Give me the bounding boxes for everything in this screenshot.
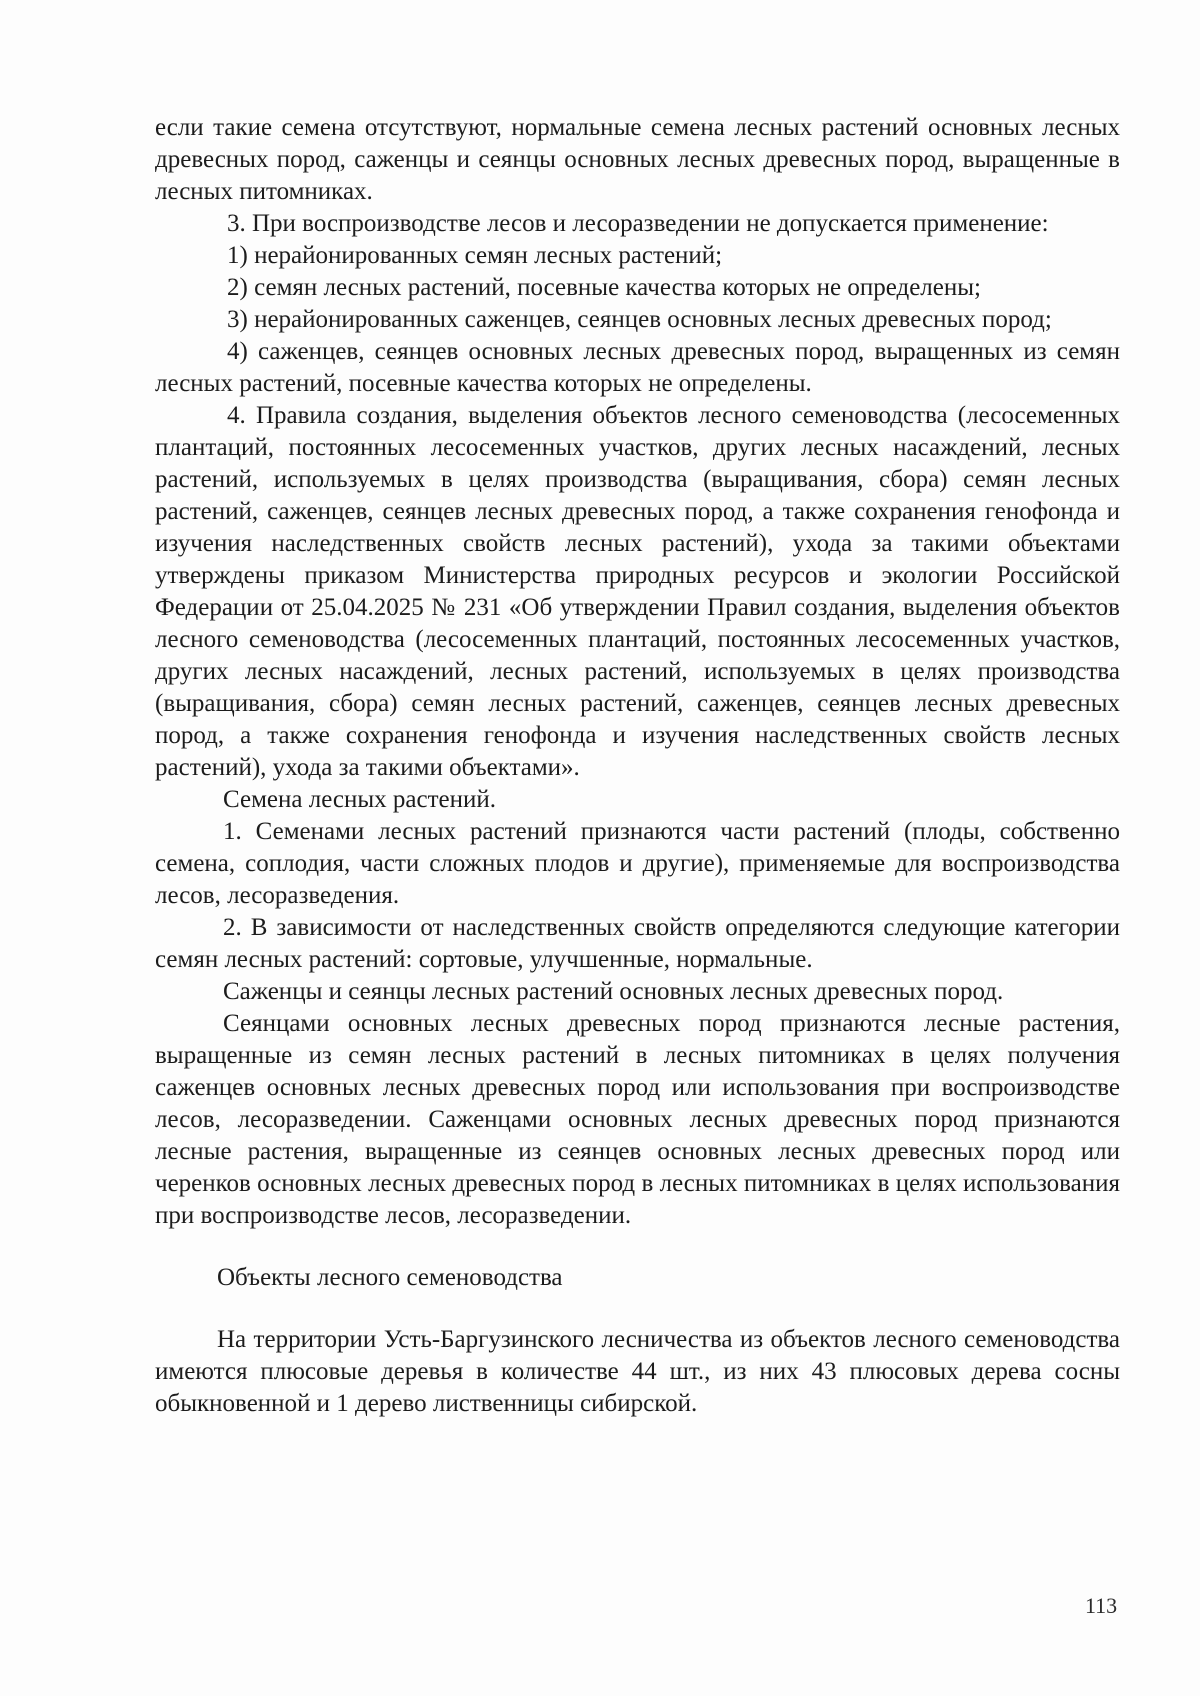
list-item-3: 3) нерайонированных саженцев, сеянцев основных лесных древесных пород; bbox=[227, 306, 1052, 333]
list-item-2: 2) семян лесных растений, посевные качества которых не определены; bbox=[227, 274, 981, 301]
paragraph-seeds-1: 1. Семенами лесных растений признаются части растений (плоды, собственно семена, соплодия, части сложных плодов и другие), применяемые для воспроизводства лесов, лесоразведения. bbox=[155, 818, 1120, 909]
closing-paragraph: На территории Усть-Баргузинского лесничества из объектов лесного семеноводства имеются плюсовые деревья в количестве 44 шт., из них 43 плюсовых дерева сосны обыкновенной и 1 дерево лиственницы сибирской. bbox=[155, 1326, 1120, 1417]
subheading-seedlings: Саженцы и сеянцы лесных растений основных лесных древесных пород. bbox=[223, 978, 1004, 1005]
paragraph-item-3: 3. При воспроизводстве лесов и лесоразведении не допускается применение: bbox=[227, 210, 1049, 237]
spacer bbox=[155, 1294, 1120, 1324]
paragraph-seeds-2: 2. В зависимости от наследственных свойств определяются следующие категории семян лесных растений: сортовые, улучшенные, нормальные. bbox=[155, 914, 1120, 973]
paragraph-seedlings: Сеянцами основных лесных древесных пород признаются лесные растения, выращенные из семян лесных растений в лесных питомниках в целях получения саженцев основных лесных древесных пород или использования при воспроизводстве лесов, лесоразведении. Саженцами основных лесных древесных пород признаются лесные растения, выращенные из сеянцев основных лесных древесных пород или черенков основных лесных древесных пород в лесных питомниках в целях использования при воспроизводстве лесов, лесоразведении. bbox=[155, 1010, 1120, 1229]
section-heading: Объекты лесного семеноводства bbox=[217, 1264, 563, 1291]
page-number: 113 bbox=[1085, 1593, 1118, 1618]
spacer bbox=[155, 1232, 1120, 1262]
list-item-4: 4) саженцев, сеянцев основных лесных древесных пород, выращенных из семян лесных растений, посевные качества которых не определены. bbox=[155, 338, 1120, 397]
subheading-seeds: Семена лесных растений. bbox=[223, 786, 497, 813]
paragraph-item-4: 4. Правила создания, выделения объектов лесного семеноводства (лесосеменных плантаций, постоянных лесосеменных участков, других лесных насаждений, лесных растений, используемых в целях производства (выращивания, сбора) семян лесных растений, саженцев, сеянцев лесных древесных пород, а также сохранения генофонда и изучения наследственных свойств лесных растений), ухода за такими объектами утверждены приказом Министерства природных ресурсов и экологии Российской Федерации от 25.04.2025 № 231 «Об утверждении Правил создания, выделения объектов лесного семеноводства (лесосеменных плантаций, постоянных лесосеменных участков, других лесных насаждений, лесных растений, используемых в целях производства (выращивания, сбора) семян лесных растений, саженцев, сеянцев лесных древесных пород, а также сохранения генофонда и изучения наследственных свойств лесных растений), ухода за такими объектами». bbox=[155, 402, 1120, 781]
paragraph-continuation: если такие семена отсутствуют, нормальные семена лесных растений основных лесных древесных пород, саженцы и сеянцы основных лесных древесных пород, выращенные в лесных питомниках. bbox=[155, 114, 1120, 205]
list-item-1: 1) нерайонированных семян лесных растений; bbox=[227, 242, 723, 269]
document-body bbox=[155, 112, 1120, 1420]
